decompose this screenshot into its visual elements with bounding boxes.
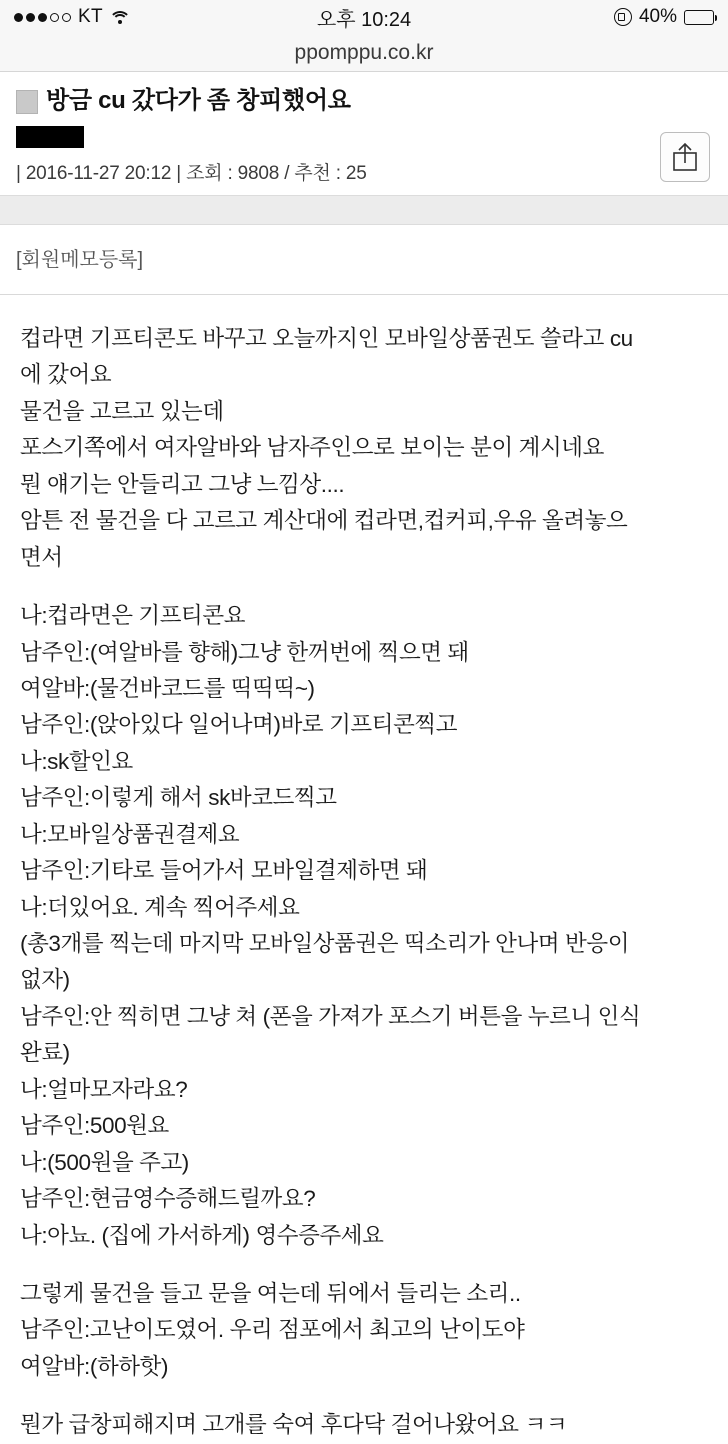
- post-body: [0, 295, 728, 1444]
- body-line: 면서: [20, 544, 63, 570]
- wifi-icon: [110, 10, 130, 25]
- url-text: ppomppu.co.kr: [294, 40, 434, 64]
- body-line: 컵라면 기프티콘도 바꾸고 오늘까지인 모바일상품권도 쓸라고 cu: [20, 326, 633, 351]
- rotation-lock-icon: [614, 8, 632, 26]
- carrier-label: KT: [78, 6, 103, 27]
- address-bar[interactable]: [0, 34, 728, 72]
- page-title: 방금 cu 갔다가 좀 창피했어요: [46, 87, 351, 114]
- member-memo-link[interactable]: [0, 225, 728, 294]
- body-line: 남주인:(앉아있다 일어나며)바로 기프티콘찍고: [20, 712, 458, 738]
- author-name-redacted: [16, 126, 84, 148]
- status-bar-right: [614, 6, 714, 28]
- body-line: 남주인:기타로 들어가서 모바일결제하면 돼: [20, 858, 428, 884]
- body-line: (총3개를 찍는데 마지막 모바일상품권은 띡소리가 안나며 반응이: [20, 931, 630, 956]
- body-line: 포스기쪽에서 여자알바와 남자주인으로 보이는 분이 계시네요: [20, 435, 604, 461]
- body-line: 남주인:고난이도였어. 우리 점포에서 최고의 난이도야: [20, 1317, 525, 1343]
- status-bar-clock: 오후 10:24: [316, 8, 412, 31]
- body-blank-line: [20, 1254, 708, 1276]
- signal-strength-icon: [14, 13, 71, 22]
- body-line: 뭔 얘기는 안들리고 그냥 느낌상....: [20, 471, 345, 497]
- body-line: 여알바:(하하핫): [20, 1353, 169, 1379]
- body-line: 남주인:(여알바를 향해)그냥 한꺼번에 찍으면 돼: [20, 639, 469, 665]
- status-bar: [0, 0, 728, 34]
- body-line: 남주인:500원요: [20, 1113, 169, 1139]
- author-block: [16, 126, 712, 148]
- body-line: 여알바:(물건바코드를 띡띡띡~): [20, 675, 315, 701]
- status-bar-left: [14, 6, 130, 28]
- body-line: 남주인:안 찍히면 그냥 쳐 (폰을 가져가 포스기 버튼을 누르니 인식: [20, 1003, 641, 1029]
- body-line: 암튼 전 물건을 다 고르고 계산대에 컵라면,컵커피,우유 올려놓으: [20, 508, 628, 534]
- battery-icon: [684, 10, 714, 25]
- post-title-row: [16, 86, 712, 116]
- body-line: 나:(500원을 주고): [20, 1149, 189, 1175]
- section-separator: [0, 195, 728, 225]
- post-header: [0, 72, 728, 195]
- member-memo-label: [회원메모등록]: [16, 249, 144, 271]
- body-line: 나:아뇨. (집에 가서하게) 영수증주세요: [20, 1222, 384, 1248]
- post-meta: | 2016-11-27 20:12 | 조회 : 9808 / 추천 : 25: [16, 163, 367, 184]
- body-line: 나:얼마모자라요?: [20, 1076, 188, 1102]
- body-line: 남주인:현금영수증해드릴까요?: [20, 1186, 316, 1212]
- body-line: 나:더있어요. 계속 찍어주세요: [20, 894, 300, 920]
- image-thumbnail-icon: [16, 90, 38, 114]
- share-button[interactable]: [660, 132, 710, 182]
- body-line: 없자): [20, 967, 70, 993]
- body-line: 나:컵라면은 기프티콘요: [20, 603, 246, 629]
- body-line: 뭔가 급창피해지며 고개를 숙여 후다닥 걸어나왔어요 ㅋㅋ: [20, 1412, 568, 1438]
- body-line: 물건을 고르고 있는데: [20, 398, 224, 424]
- body-line: 그렇게 물건을 들고 문을 여는데 뒤에서 들리는 소리..: [20, 1280, 521, 1306]
- body-line: 남주인:이렇게 해서 sk바코드찍고: [20, 785, 337, 811]
- body-line: 나:모바일상품권결제요: [20, 821, 240, 847]
- body-line: 나:sk할인요: [20, 748, 133, 774]
- body-blank-line: [20, 576, 708, 598]
- share-icon: [670, 141, 700, 173]
- battery-percent-label: 40%: [638, 6, 677, 27]
- body-blank-line: [20, 1385, 708, 1407]
- body-line: 에 갔어요: [20, 362, 112, 388]
- body-line: 완료): [20, 1040, 70, 1066]
